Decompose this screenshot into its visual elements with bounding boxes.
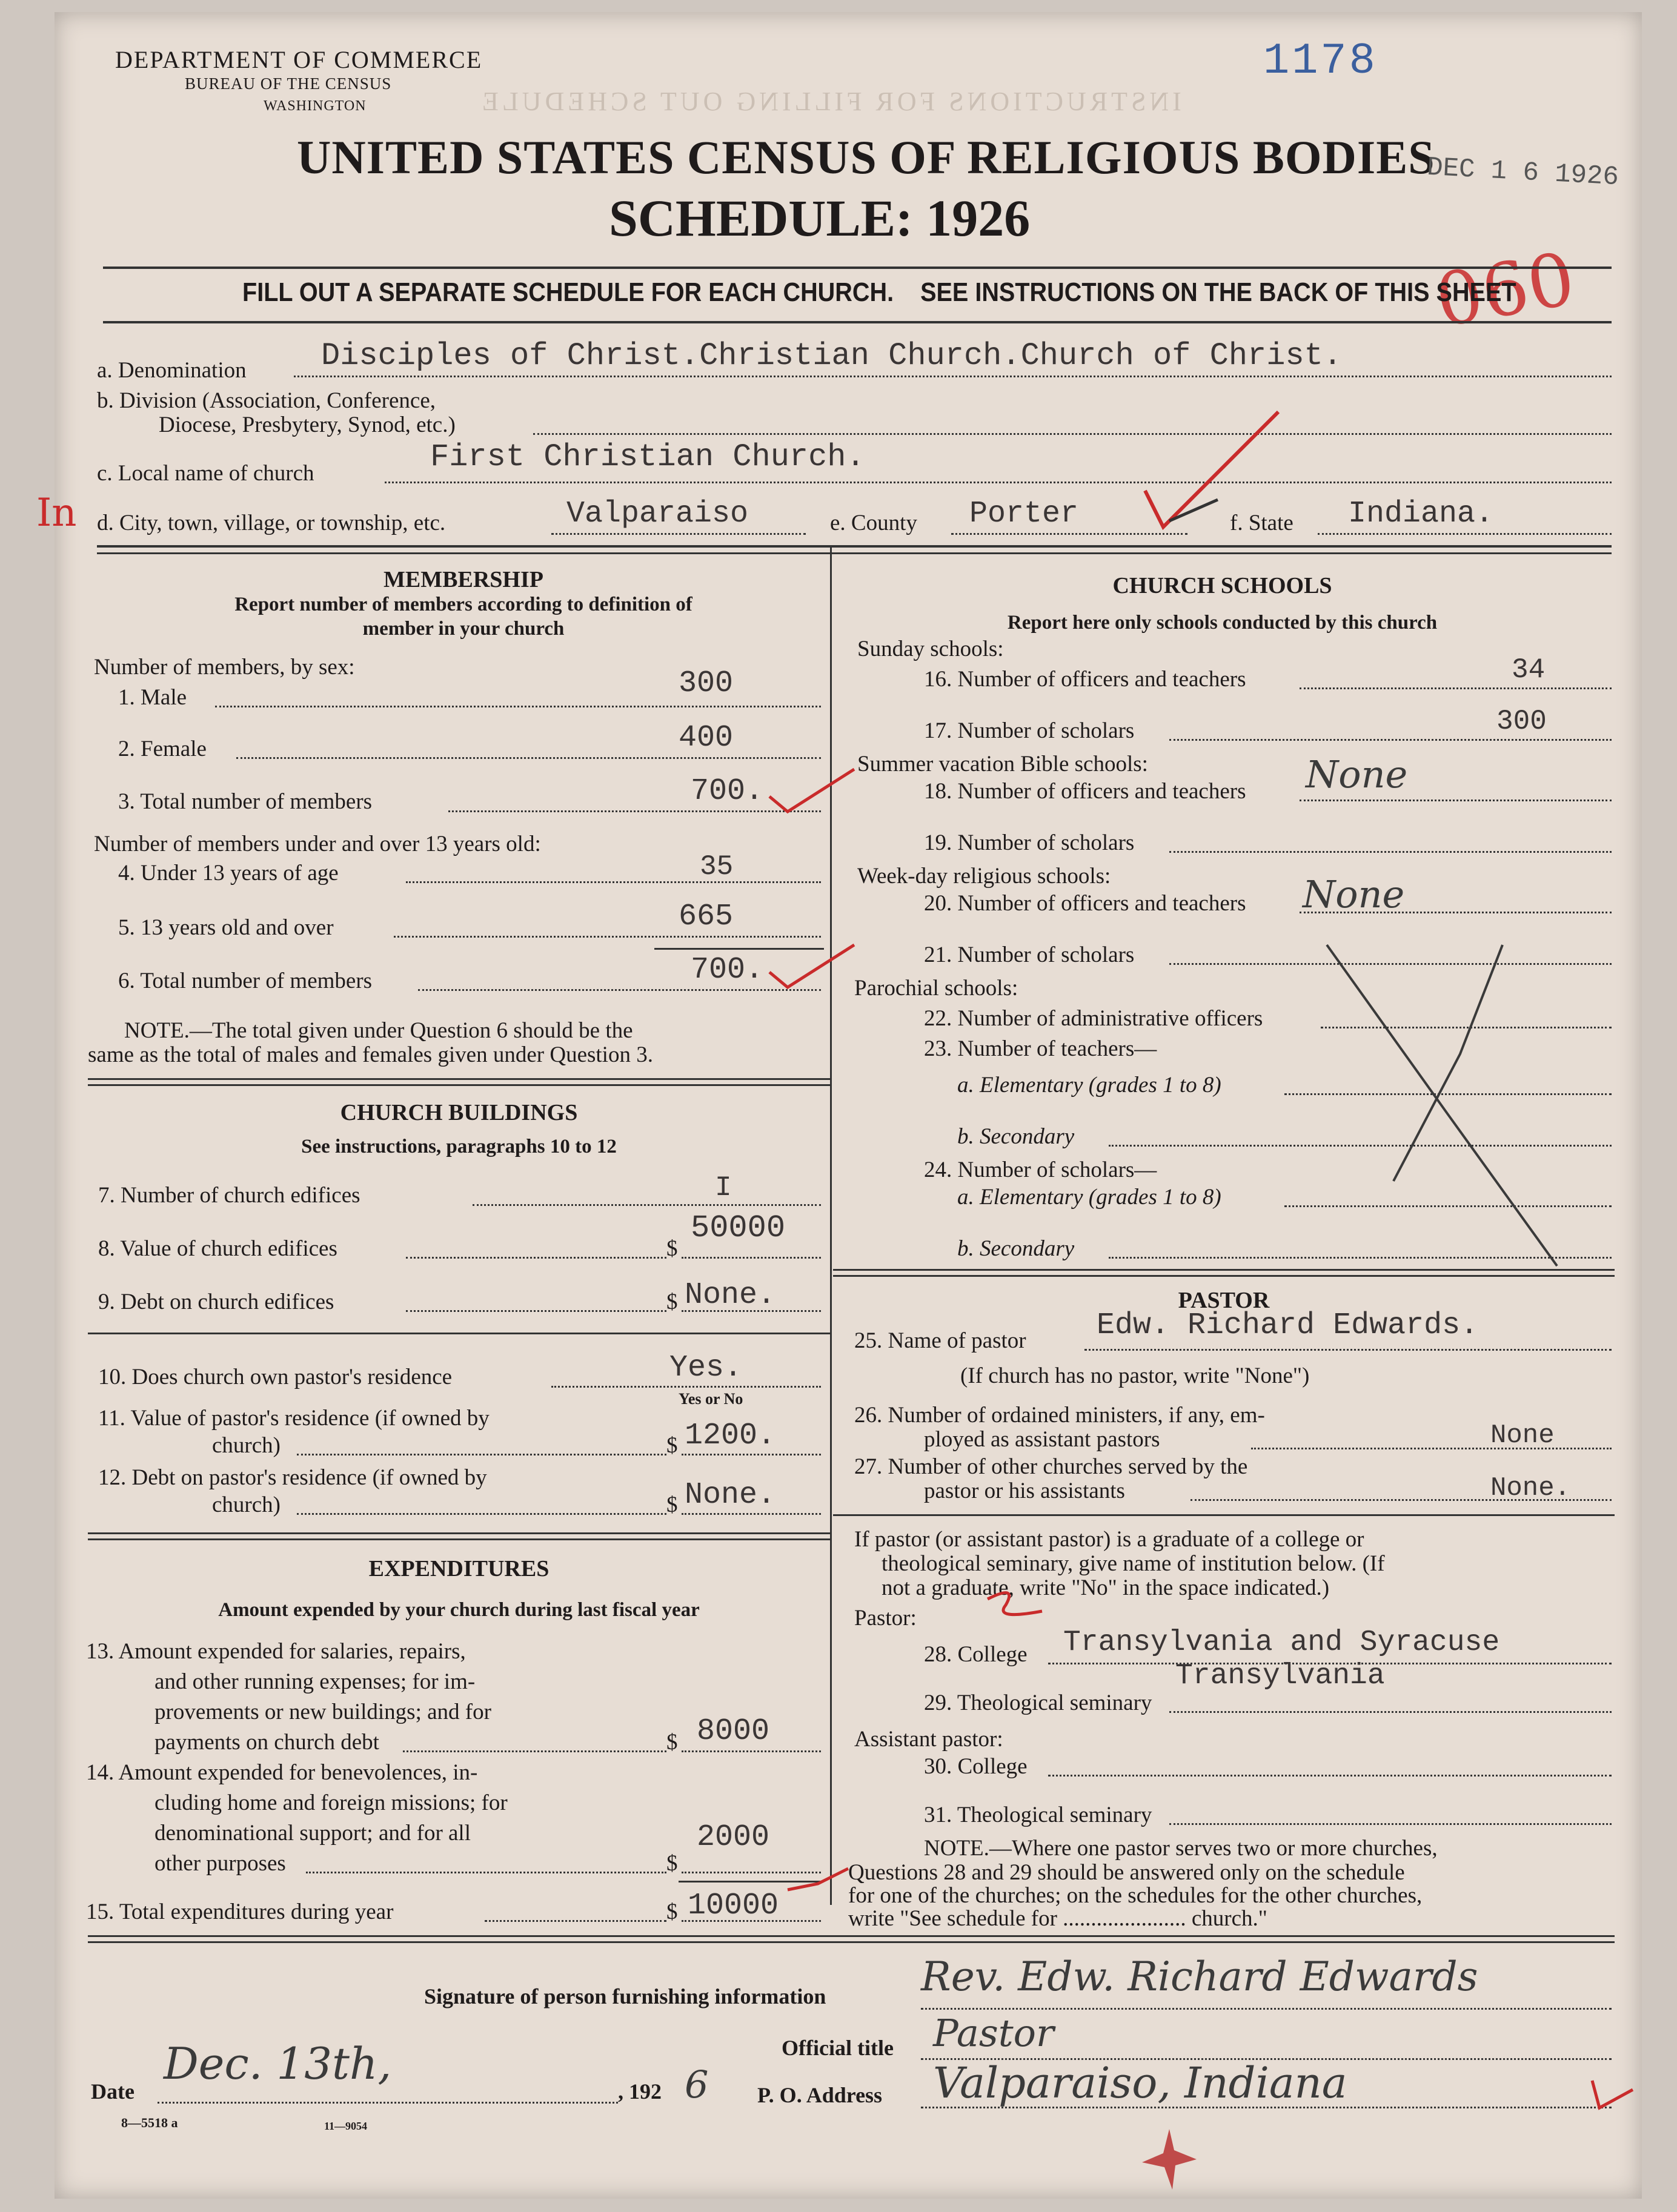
q16-line[interactable]: [1300, 687, 1612, 689]
q2-label: 2. Female: [118, 737, 207, 761]
q8-dollar: $: [666, 1236, 678, 1261]
q8-label: 8. Value of church edifices: [98, 1236, 337, 1261]
serial-number-stamp: 1178: [1263, 36, 1378, 86]
form-title: UNITED STATES CENSUS OF RELIGIOUS BODIES: [297, 131, 1435, 184]
q17-label: 17. Number of scholars: [924, 718, 1135, 743]
q30-label: 30. College: [924, 1754, 1028, 1779]
graduate-instruction-2: theological seminary, give name of institution below. (If: [882, 1551, 1385, 1576]
q18-line[interactable]: [1300, 800, 1612, 801]
city-line[interactable]: [551, 533, 806, 535]
q13-line-2: and other running expenses; for im-: [154, 1669, 476, 1694]
membership-rule-2: [88, 1084, 830, 1086]
form-number: 8—5518 a: [121, 2115, 178, 2130]
q3-check-icon: [763, 763, 860, 818]
membership-note-1: NOTE.—The total given under Question 6 should be the: [124, 1018, 633, 1043]
q23-label: 23. Number of teachers—: [924, 1036, 1157, 1061]
section-rule-top-2: [97, 552, 1612, 554]
q11-amount-line[interactable]: [682, 1454, 821, 1455]
q28-value: Transylvania and Syracuse: [1063, 1626, 1500, 1659]
q4-value: 35: [700, 851, 734, 882]
q7-label: 7. Number of church edifices: [98, 1183, 360, 1208]
pastor-note-4: write "See schedule for ...................... church.": [848, 1906, 1267, 1931]
q26-value: None: [1490, 1420, 1555, 1451]
city-label: d. City, town, village, or township, etc.: [97, 511, 446, 535]
q9-dollar: $: [666, 1290, 678, 1314]
q14-line-4: other purposes: [154, 1851, 286, 1876]
q5-line[interactable]: [394, 936, 821, 938]
q29-label: 29. Theological seminary: [924, 1690, 1152, 1715]
city-value: Valparaiso: [566, 497, 749, 531]
division-label-2: Diocese, Presbytery, Synod, etc.): [159, 412, 456, 437]
church-name-value: First Christian Church.: [430, 439, 865, 475]
signature-label: Signature of person furnishing information: [424, 1984, 826, 2008]
q13-amount-line[interactable]: [682, 1750, 821, 1752]
schedule-title: SCHEDULE: 1926: [609, 189, 1031, 247]
body-bottom-rule-2: [88, 1941, 1615, 1943]
date-value: Dec. 13th,: [164, 2038, 392, 2089]
q1-label: 1. Male: [118, 685, 187, 710]
members-by-age-label: Number of members under and over 13 years old:: [94, 832, 541, 856]
print-number: 11—9054: [324, 2120, 368, 2132]
membership-sub-2: member in your church: [362, 618, 565, 640]
red-ink-blot-icon: [1139, 2126, 1206, 2193]
q10-line[interactable]: [551, 1386, 821, 1388]
q10-value: Yes.: [669, 1351, 743, 1385]
q18-value: None: [1306, 752, 1408, 796]
date-label: Date: [91, 2079, 134, 2104]
q13-line-1: 13. Amount expended for salaries, repairs,: [86, 1639, 466, 1664]
official-title-label: Official title: [782, 2036, 894, 2060]
expenditures-sub: Amount expended by your church during last fiscal year: [218, 1599, 700, 1621]
q18-label: 18. Number of officers and teachers: [924, 779, 1246, 804]
header-rule-bottom: [103, 321, 1612, 323]
q14-line-2: cluding home and foreign missions; for: [154, 1790, 508, 1815]
membership-heading: MEMBERSHIP: [384, 567, 543, 592]
q28-label: 28. College: [924, 1642, 1028, 1667]
city-label: WASHINGTON: [264, 98, 367, 114]
q2-line[interactable]: [236, 757, 821, 759]
schools-rule-2: [833, 1275, 1615, 1277]
q19-label: 19. Number of scholars: [924, 830, 1135, 855]
bureau-label: BUREAU OF THE CENSUS: [185, 75, 392, 93]
q14-line[interactable]: [306, 1872, 666, 1873]
body-bottom-rule: [88, 1935, 1615, 1937]
signature-value: Rev. Edw. Richard Edwards: [921, 1953, 1478, 2000]
instruction-banner: FILL OUT A SEPARATE SCHEDULE FOR EACH CHURCH. SEE INSTRUCTIONS ON THE BACK OF THIS SHEET: [242, 277, 1516, 307]
q6-value: 700.: [691, 953, 764, 987]
pastor-heading: PASTOR: [1178, 1288, 1270, 1313]
pastor-note-2: Questions 28 and 29 should be answered only on the schedule: [848, 1860, 1405, 1885]
q24a-label: a. Elementary (grades 1 to 8): [957, 1185, 1221, 1210]
q23b-label: b. Secondary: [957, 1124, 1075, 1149]
year-prefix: , 192: [618, 2079, 662, 2104]
q17-line[interactable]: [1169, 739, 1612, 741]
q11-label-2: church): [212, 1433, 281, 1458]
code-mark: 060: [1429, 237, 1581, 344]
q14-line-1: 14. Amount expended for benevolences, in-: [86, 1760, 478, 1785]
q26-label: 26. Number of ordained ministers, if any, em-: [854, 1403, 1265, 1428]
po-address-label: P. O. Address: [757, 2083, 883, 2107]
q3-value: 700.: [691, 774, 764, 809]
graduate-instruction-3: not a graduate, write "No" in the space indicated.): [882, 1575, 1330, 1600]
q24-label: 24. Number of scholars—: [924, 1157, 1157, 1182]
q9-line[interactable]: [406, 1310, 666, 1312]
buildings-mid-rule: [88, 1333, 830, 1334]
q15-check-icon: [782, 1866, 854, 1902]
q12-line[interactable]: [297, 1513, 666, 1515]
official-title-value: Pastor: [933, 2011, 1054, 2055]
q24b-label: b. Secondary: [957, 1236, 1075, 1261]
q16-value: 34: [1512, 654, 1546, 686]
q25-note: (If church has no pastor, write "None"): [960, 1363, 1310, 1388]
q17-value: 300: [1496, 706, 1547, 737]
q1-value: 300: [679, 666, 734, 701]
q11-dollar: $: [666, 1433, 678, 1458]
membership-rule: [88, 1078, 830, 1080]
q13-value: 8000: [697, 1714, 770, 1749]
division-line[interactable]: [533, 433, 1612, 435]
membership-note-2: same as the total of males and females given under Question 3.: [88, 1042, 653, 1067]
pastor-note-1: NOTE.—Where one pastor serves two or more churches,: [924, 1836, 1438, 1861]
q25-label: 25. Name of pastor: [854, 1328, 1026, 1353]
denomination-value: Disciples of Christ.Christian Church.Church of Christ.: [321, 338, 1343, 374]
q4-line[interactable]: [406, 881, 821, 883]
q14-value: 2000: [697, 1820, 770, 1855]
assistant-pastor-label: Assistant pastor:: [854, 1727, 1003, 1752]
q5-label: 5. 13 years old and over: [118, 915, 334, 940]
q8-line[interactable]: [406, 1257, 666, 1259]
q5-value: 665: [679, 899, 734, 934]
q14-dollar: $: [666, 1851, 678, 1876]
q8-amount-line[interactable]: [682, 1257, 821, 1259]
q11-value: 1200.: [685, 1419, 776, 1453]
q26-label-2: ployed as assistant pastors: [924, 1427, 1160, 1452]
q22-label: 22. Number of administrative officers: [924, 1006, 1263, 1031]
q13-line-3: provements or new buildings; and for: [154, 1700, 491, 1724]
schools-rule: [833, 1269, 1615, 1271]
membership-sub-1: Report number of members according to definition of: [234, 594, 692, 615]
weekday-schools-label: Week-day religious schools:: [857, 864, 1111, 889]
expenditures-heading: EXPENDITURES: [368, 1556, 550, 1581]
q9-label: 9. Debt on church edifices: [98, 1290, 334, 1314]
date-line[interactable]: [158, 2102, 618, 2104]
po-address-value: Valparaiso, Indiana: [933, 2058, 1347, 2108]
year-digit: 6: [685, 2062, 709, 2107]
state-label: f. State: [1230, 511, 1293, 535]
q7-value: I: [715, 1172, 732, 1204]
q2-value: 400: [679, 721, 734, 755]
q14-line-3: denominational support; and for all: [154, 1821, 471, 1846]
section-rule-top: [97, 545, 1612, 548]
q16-label: 16. Number of officers and teachers: [924, 667, 1246, 692]
q1-line[interactable]: [215, 706, 821, 707]
q20-label: 20. Number of officers and teachers: [924, 891, 1246, 916]
church-name-label: c. Local name of church: [97, 461, 314, 486]
department-label: DEPARTMENT OF COMMERCE: [115, 46, 483, 73]
buildings-rule: [88, 1532, 830, 1534]
sunday-schools-label: Sunday schools:: [857, 637, 1004, 661]
pastor-note-3: for one of the churches; on the schedules for the other churches,: [848, 1883, 1423, 1908]
red-mark-icon: [981, 1587, 1054, 1623]
division-label: b. Division (Association, Conference,: [97, 388, 436, 413]
q6-line[interactable]: [418, 989, 821, 991]
q10-label: 10. Does church own pastor's residence: [98, 1365, 453, 1389]
q15-value: 10000: [688, 1889, 779, 1923]
red-tick-icon: [1587, 2071, 1636, 2114]
q27-label: 27. Number of other churches served by the: [854, 1454, 1248, 1479]
q7-line[interactable]: [473, 1204, 821, 1206]
q12-dollar: $: [666, 1492, 678, 1517]
q15-line[interactable]: [485, 1920, 666, 1922]
summer-schools-label: Summer vacation Bible schools:: [857, 752, 1148, 777]
q12-label-2: church): [212, 1492, 281, 1517]
q29-line[interactable]: [1169, 1711, 1612, 1713]
yes-no-hint: Yes or No: [679, 1390, 743, 1408]
members-by-sex-label: Number of members, by sex:: [94, 655, 355, 680]
q27-value: None.: [1490, 1473, 1571, 1503]
schools-heading: CHURCH SCHOOLS: [1112, 573, 1332, 598]
buildings-sub: See instructions, paragraphs 10 to 12: [301, 1136, 617, 1157]
q4-label: 4. Under 13 years of age: [118, 861, 339, 886]
margin-mark: In: [36, 491, 77, 535]
pastor-rule: [833, 1514, 1615, 1516]
bleed-through-text: INSTRUCTIONS FOR FILLING OUT SCHEDULE: [479, 87, 1181, 116]
pastor-label: Pastor:: [854, 1606, 917, 1631]
denomination-line[interactable]: [294, 376, 1612, 377]
q13-dollar: $: [666, 1730, 678, 1755]
parochial-schools-label: Parochial schools:: [854, 976, 1018, 1001]
signature-line[interactable]: [921, 2008, 1612, 2010]
cross-out-mark-icon: [1303, 933, 1581, 1272]
column-divider: [830, 545, 832, 1905]
denomination-label: a. Denomination: [97, 358, 247, 383]
graduate-instruction-1: If pastor (or assistant pastor) is a graduate of a college or: [854, 1527, 1364, 1552]
state-line[interactable]: [1318, 533, 1612, 535]
q23a-label: a. Elementary (grades 1 to 8): [957, 1073, 1221, 1098]
received-date-stamp: DEC 1 6 1926: [1426, 152, 1619, 193]
q13-line-4: payments on church debt: [154, 1730, 379, 1755]
header-rule-top: [103, 267, 1612, 269]
schools-sub: Report here only schools conducted by this church: [1007, 612, 1438, 634]
q15-dollar: $: [666, 1899, 678, 1924]
church-name-line[interactable]: [385, 482, 1612, 483]
q26-line[interactable]: [1251, 1448, 1612, 1449]
q11-label: 11. Value of pastor's residence (if owned by: [98, 1406, 490, 1431]
buildings-rule-2: [88, 1538, 830, 1540]
q31-line[interactable]: [1169, 1823, 1612, 1825]
q12-label: 12. Debt on pastor's residence (if owned by: [98, 1465, 487, 1490]
state-value: Indiana.: [1348, 497, 1494, 531]
q9-value: None.: [685, 1278, 776, 1313]
q13-line[interactable]: [403, 1750, 666, 1752]
q3-label: 3. Total number of members: [118, 789, 373, 814]
q25-value: Edw. Richard Edwards.: [1097, 1308, 1479, 1343]
q29-value: Transylvania: [1175, 1660, 1385, 1692]
q25-line[interactable]: [1084, 1349, 1612, 1351]
county-value: Porter: [969, 497, 1079, 531]
q15-label: 15. Total expenditures during year: [86, 1899, 394, 1924]
q8-value: 50000: [691, 1210, 786, 1246]
q21-label: 21. Number of scholars: [924, 942, 1135, 967]
q11-line[interactable]: [297, 1454, 666, 1455]
red-check-mark-icon: [1133, 400, 1290, 545]
buildings-heading: CHURCH BUILDINGS: [340, 1100, 578, 1125]
census-schedule-sheet: [36, 12, 1642, 2199]
q31-label: 31. Theological seminary: [924, 1803, 1152, 1827]
q30-line[interactable]: [1048, 1775, 1612, 1777]
q12-value: None.: [685, 1478, 776, 1512]
q12-amount-line[interactable]: [682, 1513, 821, 1515]
q6-label: 6. Total number of members: [118, 969, 373, 993]
q20-value: None: [1303, 872, 1405, 916]
q19-line[interactable]: [1169, 851, 1612, 853]
county-label: e. County: [830, 511, 917, 535]
q27-label-2: pastor or his assistants: [924, 1479, 1125, 1503]
q6-check-icon: [763, 939, 860, 993]
